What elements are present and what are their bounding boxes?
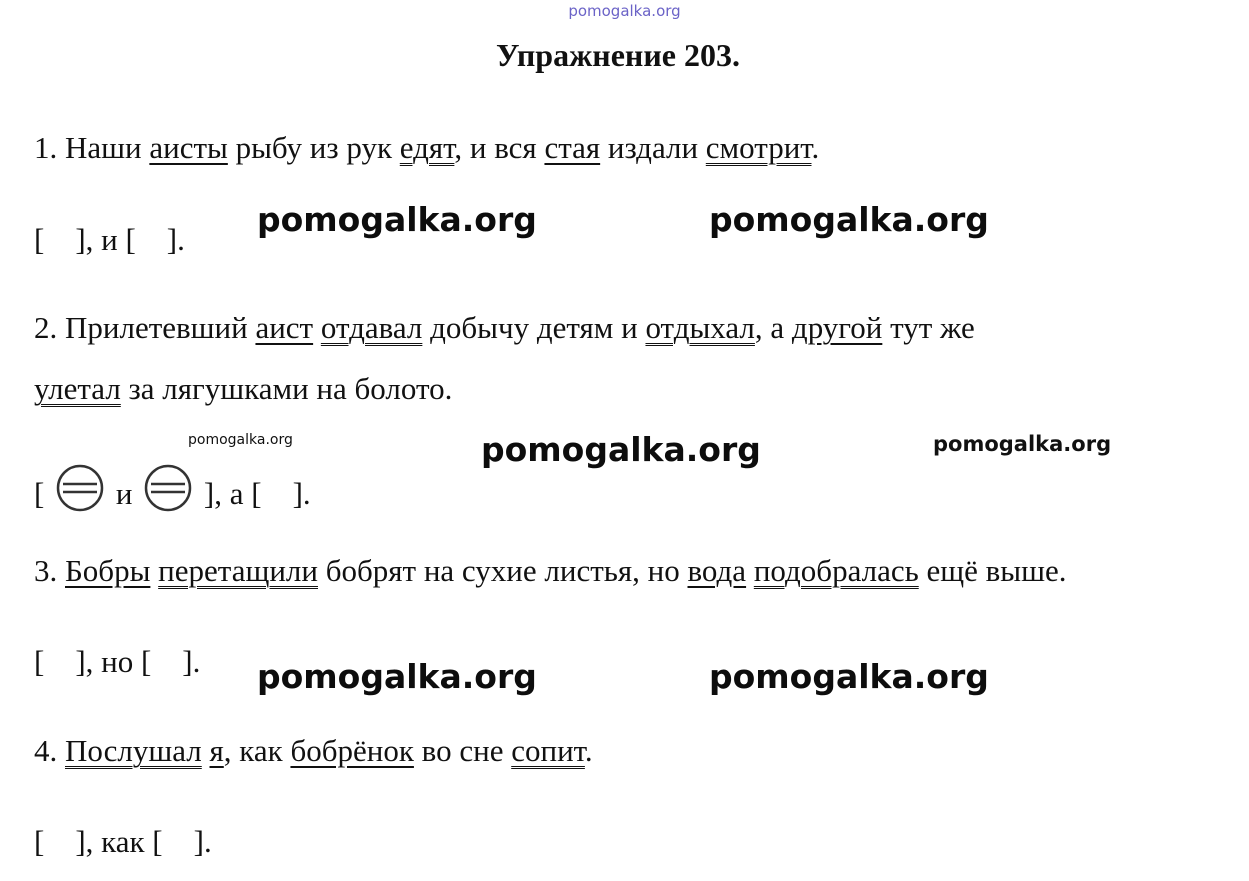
text: добычу детям и [422,310,646,345]
text: во сне [413,733,512,768]
text: , а [754,310,792,345]
bracket-open: [ [34,476,53,511]
subject-word: Бобры [65,553,151,588]
text: за лягушками на болото. [120,371,453,406]
text: . [584,733,593,768]
text: Наши [65,130,150,165]
text: , и вся [454,130,545,165]
subject-word: бобрёнок [290,733,414,768]
predicate-word: Послушал [65,733,202,768]
text [150,553,158,588]
watermark: pomogalka.org [188,432,293,448]
text: ещё выше. [918,553,1067,588]
predicate-word: подобралась [753,553,919,588]
sentence-number: 2. [34,310,65,345]
text: издали [600,130,706,165]
sentence-number: 4. [34,733,65,768]
conjunction: и [108,476,141,511]
exercise-title: Упражнение 203. [495,37,740,73]
predicate-circle-icon [56,464,104,512]
watermark: pomogalka.org [709,657,989,696]
predicate-word: отдавал [320,310,423,345]
text: Прилетевший [65,310,256,345]
sentence-4 [34,735,593,766]
subject-word: я [209,733,224,768]
sentence-number: 3. [34,553,65,588]
text [202,733,210,768]
text: бобрят на сухие листья, но [317,553,688,588]
sentence-2-line-1 [34,312,975,343]
text: рыбу из рук [227,130,400,165]
text [313,310,321,345]
subject-word: стая [544,130,601,165]
predicate-circle-icon [144,464,192,512]
predicate-word: сопит [511,733,585,768]
watermark: pomogalka.org [257,200,537,239]
scheme-4: [ ], как [ ]. [34,824,212,859]
predicate-word: смотрит [705,130,812,165]
site-link[interactable]: pomogalka.org [568,2,681,20]
watermark: pomogalka.org [709,200,989,239]
watermark: pomogalka.org [257,657,537,696]
scheme-2 [34,464,311,512]
scheme-1: [ ], и [ ]. [34,222,185,257]
scheme-3: [ ], но [ ]. [34,644,201,679]
sentence-1 [34,132,819,163]
predicate-word: перетащили [158,553,318,588]
watermark: pomogalka.org [481,430,761,469]
text: , как [223,733,291,768]
predicate-word: улетал [34,371,121,406]
sentence-2-line-2 [34,373,452,404]
bracket-close: ], а [ ]. [196,476,311,511]
sentence-number: 1. [34,130,65,165]
predicate-word: едят [399,130,455,165]
subject-word: вода [687,553,747,588]
text: . [811,130,820,165]
subject-word: другой [791,310,883,345]
text [746,553,754,588]
predicate-word: отдыхал [645,310,755,345]
text: тут же [882,310,975,345]
sentence-3 [34,555,1066,586]
subject-word: аист [255,310,314,345]
watermark: pomogalka.org [933,432,1112,456]
subject-word: аисты [149,130,228,165]
